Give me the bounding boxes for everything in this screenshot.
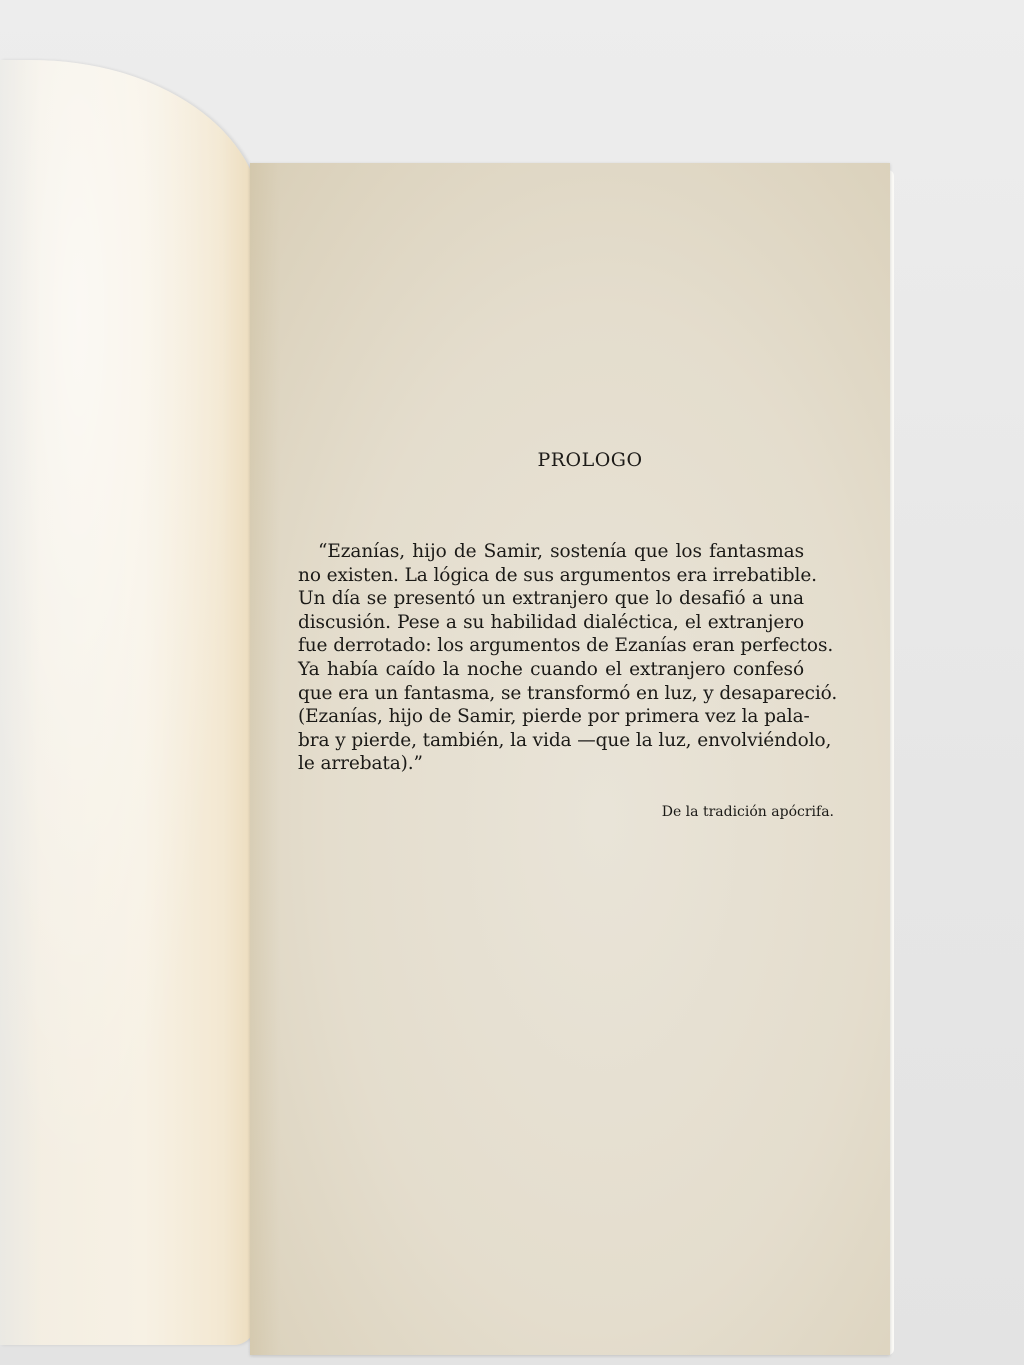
right-page: [250, 163, 890, 1355]
quote-line: le arrebata).”: [298, 753, 423, 775]
quote-attribution: De la tradición apócrifa.: [661, 804, 834, 820]
quote-line: no existen. La lógica de sus argumentos era irrebatible.: [298, 564, 817, 586]
quote-line: “Ezanías, hijo de Samir, sostenía que los fantasmas: [318, 541, 804, 562]
quote-line: bra y pierde, también, la vida —que la luz, envolviéndolo,: [298, 729, 832, 751]
left-page: [0, 60, 262, 1345]
quote-line: fue derrotado: los argumentos de Ezanías eran perfectos.: [298, 635, 834, 657]
epigraph-quote: [298, 540, 838, 776]
page-title: PROLOGO: [537, 449, 643, 471]
quote-line: discusión. Pese a su habilidad dialéctica, el extranjero: [298, 611, 804, 633]
quote-line: Ya había caído la noche cuando el extranjero confesó: [298, 658, 804, 680]
quote-line: que era un fantasma, se transformó en luz, y desapareció.: [298, 682, 838, 704]
quote-line: Un día se presentó un extranjero que lo desafió a una: [298, 588, 804, 610]
quote-line: (Ezanías, hijo de Samir, pierde por primera vez la pala-: [298, 706, 810, 728]
